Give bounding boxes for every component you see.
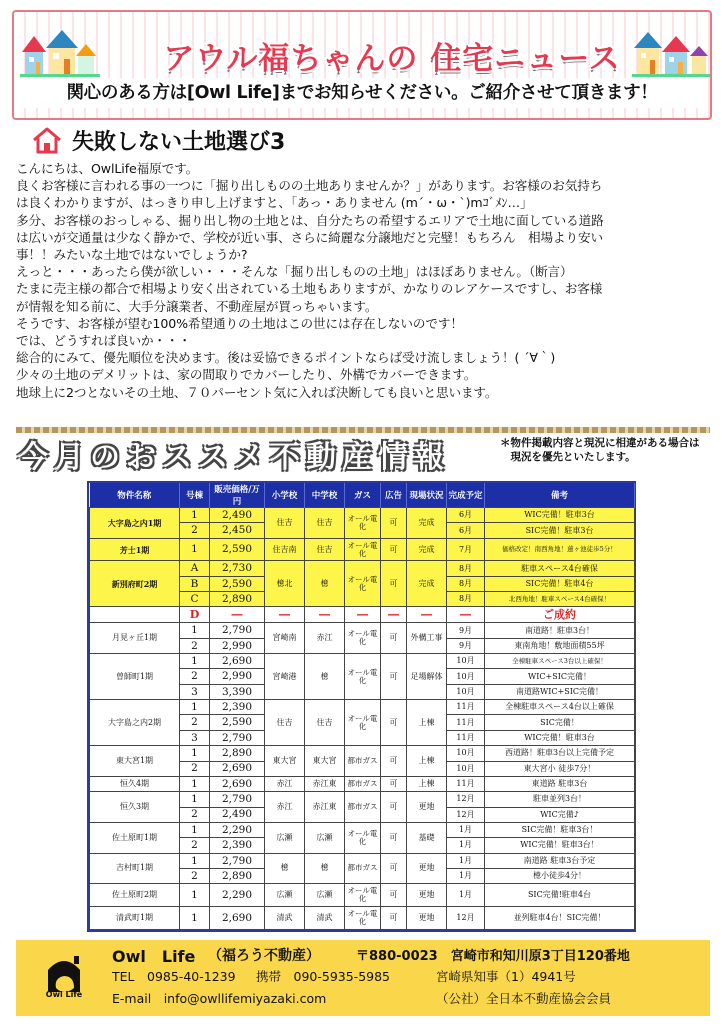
unit-number: 3 <box>180 684 210 699</box>
completion-date: 1月 <box>447 853 485 868</box>
article-line: は良くわかりますが、はっきり申し上げますと、「あっ・ありません (m´・ω・`)mｺﾞﾒﾝ…」 <box>16 195 533 211</box>
elementary-school: 宮崎南 <box>265 623 305 654</box>
unit-price: 2,690 <box>210 761 265 776</box>
completion-date: 6月 <box>447 508 485 523</box>
unit-price: 2,390 <box>210 838 265 853</box>
unit-number: B <box>180 576 210 591</box>
unit-price: 2,690 <box>210 654 265 669</box>
junior-high-school: 東大宮 <box>305 746 345 777</box>
listing-note <box>500 436 710 464</box>
section-divider <box>16 427 710 433</box>
company-name-jp: （福ろう不動産） <box>208 948 320 964</box>
completion-date: 8月 <box>447 576 485 591</box>
completion-date: 12月 <box>447 807 485 822</box>
table-row <box>90 538 635 561</box>
unit-number: 1 <box>180 746 210 761</box>
junior-high-school: 檍 <box>305 853 345 884</box>
junior-high-school: 広瀬 <box>305 884 345 907</box>
article-line: たまに売主様の都合で相場より安く出されている土地もありますが、かなりのレアケースですし、お客様 <box>16 281 603 297</box>
property-name: 東大宮1期 <box>90 746 180 777</box>
advertising-allowed: 可 <box>381 561 407 607</box>
junior-high-school: 広瀬 <box>305 822 345 853</box>
site-status: 基礎 <box>407 822 447 853</box>
table-row <box>90 746 635 761</box>
unit-price: 2,390 <box>210 700 265 715</box>
junior-high-school: 赤江東 <box>305 776 345 791</box>
property-name: 吉村町1期 <box>90 853 180 884</box>
site-status: 完成 <box>407 538 447 561</box>
property-name: 恒久3期 <box>90 792 180 823</box>
unit-price: 2,290 <box>210 884 265 907</box>
dash-cell: ― <box>407 607 447 623</box>
unit-price: 2,490 <box>210 807 265 822</box>
unit-price: 2,730 <box>210 561 265 576</box>
article-line: 多分、お客様のおっしゃる、掘り出し物の土地とは、自分たちの希望するエリアで土地に面している道路 <box>16 212 604 228</box>
unit-number: 2 <box>180 761 210 776</box>
site-status: 更地 <box>407 792 447 823</box>
elementary-school: 檍北 <box>265 561 305 607</box>
property-name: 佐土原町2期 <box>90 884 180 907</box>
completion-date: 6月 <box>447 523 485 538</box>
completion-date: 10月 <box>447 746 485 761</box>
completion-date: 12月 <box>447 792 485 807</box>
article-line: 良くお客様に言われる事の一つに「掘り出しものの土地ありませんか？」があります。お客様のお気持ち <box>16 178 603 194</box>
owl-life-logo <box>34 946 94 1010</box>
junior-high-school: 住吉 <box>305 508 345 539</box>
unit-price: 2,590 <box>210 715 265 730</box>
listing-title: 今月のおススメ不動産情報 <box>18 440 450 475</box>
table-row <box>90 700 635 715</box>
unit-price: 2,590 <box>210 576 265 591</box>
completion-date: 12月 <box>447 906 485 929</box>
table-row <box>90 654 635 669</box>
unit-note: 北西角地！駐車スペース4台確保！ <box>485 592 635 607</box>
table-row <box>90 884 635 907</box>
unit-number: 2 <box>180 838 210 853</box>
article-line: 総合的にみて、優先順位を決めます。後は妥協できるポイントならば受け流しましょう！( ´∀｀) <box>16 350 556 366</box>
site-status: 上棟 <box>407 700 447 746</box>
unit-number: D <box>180 607 210 623</box>
site-status: 更地 <box>407 906 447 929</box>
completion-date: 9月 <box>447 638 485 653</box>
unit-note: ご成約 <box>485 607 635 623</box>
unit-price: 2,990 <box>210 669 265 684</box>
unit-note: 駐車スペース4台確保 <box>485 561 635 576</box>
completion-date: 1月 <box>447 868 485 883</box>
footer <box>16 940 710 1016</box>
site-status: 外構工事 <box>407 623 447 654</box>
table-header-row <box>90 483 635 508</box>
gas-type: 都市ガス <box>345 853 381 884</box>
column-header: 完成予定 <box>447 483 485 508</box>
unit-number: 2 <box>180 523 210 538</box>
unit-note: WIC+SIC完備！ <box>485 669 635 684</box>
dash-cell: ― <box>345 607 381 623</box>
article-line: は広いが交通量は少なく静かで、学校が近い事、さらに綺麗な分譲地だと完璧！もちろん 相場より安い <box>16 229 603 245</box>
table-row <box>90 853 635 868</box>
unit-number: 1 <box>180 654 210 669</box>
gas-type: 都市ガス <box>345 746 381 777</box>
gas-type: オール電化 <box>345 884 381 907</box>
column-header: 現場状況 <box>407 483 447 508</box>
unit-note: 西道路！駐車3台以上完備予定 <box>485 746 635 761</box>
unit-price: 3,390 <box>210 684 265 699</box>
unit-note: WIC完備！駐車3台！ <box>485 838 635 853</box>
dash-cell: ― <box>265 607 305 623</box>
unit-note: 並列駐車4台！SIC完備！ <box>485 906 635 929</box>
elementary-school: 赤江 <box>265 792 305 823</box>
completion-date: 7月 <box>447 538 485 561</box>
property-name: 佐土原町1期 <box>90 822 180 853</box>
unit-note: 南道路WIC+SIC完備！ <box>485 684 635 699</box>
site-status: 足場解体 <box>407 654 447 700</box>
completion-date: 10月 <box>447 684 485 699</box>
table-row <box>90 776 635 791</box>
gas-type: オール電化 <box>345 654 381 700</box>
table-body <box>90 508 635 930</box>
elementary-school: 住吉 <box>265 700 305 746</box>
unit-number: 1 <box>180 906 210 929</box>
page-title: アウル福ちゃんの 住宅ニュース <box>163 41 621 77</box>
property-name: 曽師町1期 <box>90 654 180 700</box>
company-address: 〒880-0023 宮崎市和知川原3丁目120番地 <box>356 949 630 964</box>
junior-high-school: 住吉 <box>305 538 345 561</box>
table-row <box>90 906 635 929</box>
gas-type: オール電化 <box>345 561 381 607</box>
column-header: 備考 <box>485 483 635 508</box>
article-body <box>16 160 708 401</box>
unit-number: 2 <box>180 807 210 822</box>
license-number: 宮崎県知事（1）4941号 <box>436 969 576 984</box>
completion-date: 11月 <box>447 700 485 715</box>
completion-date: 10月 <box>447 654 485 669</box>
column-header: 物件名称 <box>90 483 180 508</box>
unit-price: 2,290 <box>210 822 265 837</box>
unit-number: 1 <box>180 623 210 638</box>
elementary-school: 清武 <box>265 906 305 929</box>
unit-number: C <box>180 592 210 607</box>
column-header: 広告 <box>381 483 407 508</box>
article-line: えっと・・・あったら僕が欲しい・・・そんな「掘り出しものの土地」はほぼありません。（断言） <box>16 264 573 280</box>
article-title: 失敗しない土地選び3 <box>72 129 286 155</box>
unit-number: 1 <box>180 700 210 715</box>
listing-note-line: ＊物件掲載内容と現況に相違がある場合は <box>500 437 700 449</box>
unit-number: 2 <box>180 868 210 883</box>
unit-price: 2,490 <box>210 508 265 523</box>
unit-number: 1 <box>180 853 210 868</box>
completion-date: 1月 <box>447 838 485 853</box>
elementary-school: 東大宮 <box>265 746 305 777</box>
junior-high-school: 住吉 <box>305 700 345 746</box>
completion-date: 9月 <box>447 623 485 638</box>
phone-number: TEL 0985-40-1239 <box>112 969 236 984</box>
advertising-allowed: 可 <box>381 776 407 791</box>
unit-note: 駐車並列3台！ <box>485 792 635 807</box>
listing-note-line: 現況を優先といたします。 <box>500 451 636 463</box>
dash-cell: ― <box>305 607 345 623</box>
junior-high-school: 赤江東 <box>305 792 345 823</box>
advertising-allowed: 可 <box>381 822 407 853</box>
unit-note: 南道路！駐車3台！ <box>485 623 635 638</box>
empty-cell <box>90 607 180 623</box>
unit-price: 2,890 <box>210 746 265 761</box>
logo-text: Owl Life <box>45 990 83 999</box>
unit-number: A <box>180 561 210 576</box>
company-name: Owl Life <box>112 947 196 966</box>
gas-type: 都市ガス <box>345 792 381 823</box>
unit-number: 1 <box>180 822 210 837</box>
completion-date: 8月 <box>447 592 485 607</box>
column-header: 号棟 <box>180 483 210 508</box>
unit-number: 1 <box>180 776 210 791</box>
junior-high-school: 檍 <box>305 654 345 700</box>
property-name: 新別府町2期 <box>90 561 180 607</box>
property-name: 大字島之内1期 <box>90 508 180 539</box>
article-line: そうです、お客様が望む100%希望通りの土地はこの世には存在しないのです！ <box>16 315 463 331</box>
unit-price: 2,450 <box>210 523 265 538</box>
gas-type: オール電化 <box>345 700 381 746</box>
unit-note: 東大宮小 徒歩7分！ <box>485 761 635 776</box>
unit-number: 2 <box>180 715 210 730</box>
site-status: 完成 <box>407 561 447 607</box>
completion-date: 8月 <box>447 561 485 576</box>
gas-type: オール電化 <box>345 538 381 561</box>
table-row <box>90 792 635 807</box>
elementary-school: 檍 <box>265 853 305 884</box>
completion-date: 10月 <box>447 669 485 684</box>
unit-price: 2,590 <box>210 538 265 561</box>
elementary-school: 住吉 <box>265 508 305 539</box>
junior-high-school: 清武 <box>305 906 345 929</box>
site-status: 上棟 <box>407 746 447 777</box>
elementary-school: 広瀬 <box>265 884 305 907</box>
article-line: が情報を知る前に、大手分譲業者、不動産屋が買っちゃいます。 <box>16 298 378 314</box>
unit-price: ― <box>210 607 265 623</box>
advertising-allowed: 可 <box>381 853 407 884</box>
elementary-school: 住吉南 <box>265 538 305 561</box>
column-header: ガス <box>345 483 381 508</box>
advertising-allowed: 可 <box>381 746 407 777</box>
gas-type: オール電化 <box>345 508 381 539</box>
elementary-school: 赤江 <box>265 776 305 791</box>
site-status: 上棟 <box>407 776 447 791</box>
completion-date: 1月 <box>447 822 485 837</box>
site-status: 更地 <box>407 853 447 884</box>
unit-note: 東南角地！敷地面積55坪 <box>485 638 635 653</box>
gas-type: オール電化 <box>345 623 381 654</box>
unit-note: WIC完備！駐車3台 <box>485 508 635 523</box>
advertising-allowed: 可 <box>381 654 407 700</box>
unit-note: 全棟駐車スペース4台以上確保 <box>485 700 635 715</box>
article-heading <box>32 124 285 156</box>
unit-price: 2,890 <box>210 868 265 883</box>
site-status: 完成 <box>407 508 447 539</box>
elementary-school: 宮崎港 <box>265 654 305 700</box>
advertising-allowed: 可 <box>381 792 407 823</box>
unit-number: 1 <box>180 792 210 807</box>
dash-cell: ― <box>381 607 407 623</box>
unit-price: 2,790 <box>210 623 265 638</box>
property-name: 芳士1期 <box>90 538 180 561</box>
article-line: こんにちは、OwlLife福原です。 <box>16 161 199 176</box>
house-icon <box>32 126 62 154</box>
email-address: E-mail info@owllifemiyazaki.com <box>112 991 327 1006</box>
elementary-school: 広瀬 <box>265 822 305 853</box>
site-status: 更地 <box>407 884 447 907</box>
dash-cell: ― <box>447 607 485 623</box>
table-row <box>90 508 635 523</box>
advertising-allowed: 可 <box>381 884 407 907</box>
unit-note: 檍小徒歩4分！ <box>485 868 635 883</box>
property-name: 清武町1期 <box>90 906 180 929</box>
gas-type: 都市ガス <box>345 776 381 791</box>
advertising-allowed: 可 <box>381 906 407 929</box>
property-name: 大字島之内2期 <box>90 700 180 746</box>
table-row <box>90 607 635 623</box>
unit-price: 2,990 <box>210 638 265 653</box>
unit-note: WIC完備！駐車3台 <box>485 730 635 745</box>
unit-note: SIC完備！ <box>485 715 635 730</box>
completion-date: 10月 <box>447 761 485 776</box>
completion-date: 11月 <box>447 715 485 730</box>
unit-price: 2,690 <box>210 906 265 929</box>
unit-number: 1 <box>180 884 210 907</box>
completion-date: 1月 <box>447 884 485 907</box>
completion-date: 11月 <box>447 776 485 791</box>
junior-high-school: 檍 <box>305 561 345 607</box>
column-header: 販売価格/万円 <box>210 483 265 508</box>
property-name: 恒久4期 <box>90 776 180 791</box>
table-row <box>90 623 635 638</box>
unit-note: 価格改定！南西角地！蓮ヶ池徒歩5分！ <box>485 538 635 561</box>
advertising-allowed: 可 <box>381 700 407 746</box>
advertising-allowed: 可 <box>381 508 407 539</box>
gas-type: オール電化 <box>345 906 381 929</box>
unit-price: 2,890 <box>210 592 265 607</box>
advertising-allowed: 可 <box>381 623 407 654</box>
unit-number: 1 <box>180 508 210 523</box>
unit-price: 2,790 <box>210 792 265 807</box>
table-row <box>90 561 635 576</box>
advertising-allowed: 可 <box>381 538 407 561</box>
property-table <box>87 481 636 932</box>
table-row <box>90 822 635 837</box>
unit-price: 2,690 <box>210 776 265 791</box>
unit-note: SIC完備！駐車3台！ <box>485 822 635 837</box>
association-membership: （公社）全日本不動産協会会員 <box>436 991 612 1006</box>
unit-note: SIC完備!駐車4台 <box>485 884 635 907</box>
junior-high-school: 赤江 <box>305 623 345 654</box>
column-header: 小学校 <box>265 483 305 508</box>
unit-number: 2 <box>180 638 210 653</box>
unit-note: SIC完備！駐車4台 <box>485 576 635 591</box>
mobile-number: 携帯 090-5935-5985 <box>256 969 391 984</box>
column-header: 中学校 <box>305 483 345 508</box>
unit-number: 3 <box>180 730 210 745</box>
gas-type: オール電化 <box>345 822 381 853</box>
unit-note: 南道路 駐車3台予定 <box>485 853 635 868</box>
unit-note: 全棟駐車スペース3台以上確保！ <box>485 654 635 669</box>
unit-price: 2,790 <box>210 730 265 745</box>
header-subtitle: 関心のある方は[Owl Life]までお知らせください。ご紹介させて頂きます！ <box>22 78 702 108</box>
property-name: 月見ヶ丘1期 <box>90 623 180 654</box>
article-line: 少々の土地のデメリットは、家の間取りでカバーしたり、外構でカバーできます。 <box>16 367 477 383</box>
unit-price: 2,790 <box>210 853 265 868</box>
article-line: 事！！みたいな土地ではないでしょうか? <box>16 247 248 263</box>
unit-note: SIC完備！駐車3台 <box>485 523 635 538</box>
unit-note: WIC完備♪ <box>485 807 635 822</box>
unit-number: 1 <box>180 538 210 561</box>
completion-date: 11月 <box>447 730 485 745</box>
unit-note: 東道路 駐車3台 <box>485 776 635 791</box>
unit-number: 2 <box>180 669 210 684</box>
article-line: では、どうすれば良いか・・・ <box>16 333 191 349</box>
article-line: 地球上に2つとないその土地、７０パーセント気に入れば決断しても良いと思います。 <box>16 384 498 400</box>
